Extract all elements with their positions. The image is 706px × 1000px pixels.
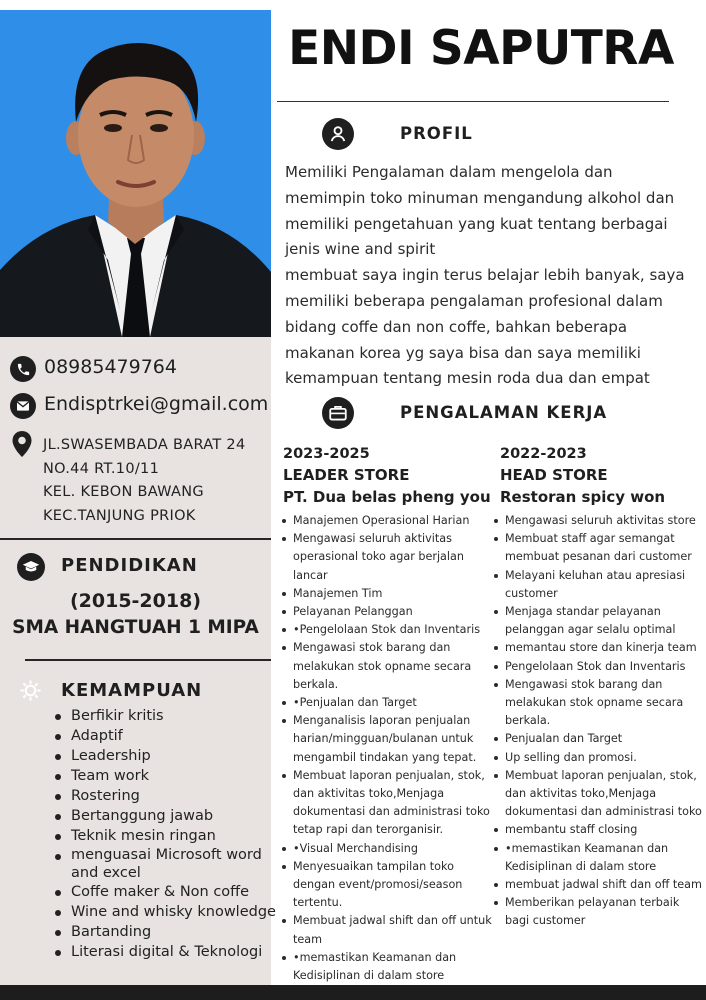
job-task-list <box>491 512 703 931</box>
job-company: Restoran spicy won <box>500 488 666 506</box>
profile-summary <box>285 160 685 392</box>
job-task: Pengelolaan Stok dan Inventaris <box>491 658 703 676</box>
job-task: •Visual Merchandising <box>279 840 493 858</box>
job-task: Membuat laporan penjualan, stok, dan aktivitas toko,Menjaga dokumentasi dan administrasi toko <box>491 767 703 822</box>
skills-list <box>52 706 276 962</box>
job-task: Mengawasi stok barang dan melakukan stok opname secara berkala. <box>279 639 493 694</box>
job-task: Membuat jadwal shift dan off untuk team <box>279 912 493 948</box>
job-task: •Pengelolaan Stok dan Inventaris <box>279 621 493 639</box>
job-task: Memberikan pelayanan terbaik bagi customer <box>491 894 703 930</box>
job-task: Melayani keluhan atau apresiasi customer <box>491 567 703 603</box>
job-task: membuat jadwal shift dan off team <box>491 876 703 894</box>
location-pin-icon <box>10 430 34 462</box>
phone-number: 08985479764 <box>44 356 177 378</box>
job-years: 2023-2025 <box>283 446 370 462</box>
home-address <box>43 434 245 528</box>
job-task: •Penjualan dan Target <box>279 694 493 712</box>
graduation-cap-icon <box>17 553 45 581</box>
job-header <box>283 444 491 508</box>
job-task: •memastikan Keamanan dan Kedisiplinan di dalam store <box>491 840 703 876</box>
education-school: SMA HANGTUAH 1 MIPA <box>12 617 259 638</box>
job-task: Manajemen Tim <box>279 585 493 603</box>
mail-icon <box>10 393 36 419</box>
skill-item: Leadership <box>52 746 276 766</box>
job-task: Manajemen Operasional Harian <box>279 512 493 530</box>
name-underline <box>277 101 669 102</box>
job-task: Menyesuaikan tampilan toko dengan event/promosi/season tertentu. <box>279 858 493 913</box>
job-task: memantau store dan kinerja team <box>491 639 703 657</box>
job-task-list <box>279 512 493 985</box>
profile-paragraph: membuat saya ingin terus belajar lebih banyak, saya memiliki beberapa pengalaman profesional dalam bidang coffe dan non coffe, bahkan beberapa makanan korea yg saya bisa dan saya memiliki kemampuan tentang mesin roda dua dan empat <box>285 266 685 388</box>
experience-title: PENGALAMAN KERJA <box>400 403 608 422</box>
email-row <box>10 393 268 419</box>
job-task: •memastikan Keamanan dan Kedisiplinan di dalam store <box>279 949 493 985</box>
job-header <box>500 444 665 508</box>
skill-item: Berfikir kritis <box>52 706 276 726</box>
skill-item: Wine and whisky knowledge <box>52 902 276 922</box>
education-title: PENDIDIKAN <box>61 555 198 576</box>
education-years: (2015-2018) <box>69 590 201 612</box>
skills-title: KEMAMPUAN <box>61 680 203 701</box>
profile-paragraph: Memiliki Pengalaman dalam mengelola dan memimpin toko minuman mengandung alkohol dan memiliki pengetahuan yang kuat tentang berbagai jenis wine and spirit <box>285 163 675 259</box>
gear-icon <box>19 679 42 706</box>
job-role: HEAD STORE <box>500 466 608 484</box>
profile-photo <box>0 10 271 337</box>
job-task: membantu staff closing <box>491 821 703 839</box>
skill-item: Bartanding <box>52 922 276 942</box>
job-task: Penjualan dan Target <box>491 730 703 748</box>
skill-item: Rostering <box>52 786 276 806</box>
person-name: ENDI SAPUTRA <box>288 21 674 76</box>
address-line: NO.44 RT.10/11 <box>43 460 160 477</box>
address-line: KEC.TANJUNG PRIOK <box>43 507 196 524</box>
job-task: Mengawasi seluruh aktivitas operasional toko agar berjalan lancar <box>279 530 493 585</box>
job-task: Mengawasi seluruh aktivitas store <box>491 512 703 530</box>
user-icon <box>322 118 354 150</box>
phone-icon <box>10 356 36 382</box>
briefcase-icon <box>322 397 354 429</box>
email-address: Endisptrkei@gmail.com <box>44 393 269 415</box>
job-task: Membuat staff agar semangat membuat pesanan dari customer <box>491 530 703 566</box>
job-company: PT. Dua belas pheng you <box>283 488 491 506</box>
address-line: JL.SWASEMBADA BARAT 24 <box>43 437 246 453</box>
skill-item: Teknik mesin ringan <box>52 826 276 846</box>
divider <box>0 538 271 540</box>
job-task: Up selling dan promosi. <box>491 749 703 767</box>
job-task: Menjaga standar pelayanan pelanggan agar selalu optimal <box>491 603 703 639</box>
skill-item: menguasai Microsoft word and excel <box>52 846 271 882</box>
skill-item: Team work <box>52 766 276 786</box>
job-task: Membuat laporan penjualan, stok, dan aktivitas toko,Menjaga dokumentasi dan administrasi toko tetap rapi dan terorganisir. <box>279 767 493 840</box>
skill-item: Adaptif <box>52 726 276 746</box>
footer-bar <box>0 985 706 1000</box>
job-task: Pelayanan Pelanggan <box>279 603 493 621</box>
skill-item: Literasi digital & Teknologi <box>52 942 276 962</box>
job-role: LEADER STORE <box>283 466 410 484</box>
portrait-illustration <box>0 10 271 337</box>
job-task: Menganalisis laporan penjualan harian/mingguan/bulanan untuk mengambil tindakan yang tepat. <box>279 712 493 767</box>
skill-item: Coffe maker & Non coffe <box>52 882 276 902</box>
profile-title: PROFIL <box>400 124 473 143</box>
address-line: KEL. KEBON BAWANG <box>43 484 204 500</box>
phone-row <box>10 356 177 382</box>
skill-item: Bertanggung jawab <box>52 806 276 826</box>
divider <box>25 659 271 661</box>
job-years: 2022-2023 <box>500 446 587 462</box>
job-task: Mengawasi stok barang dan melakukan stok opname secara berkala. <box>491 676 703 731</box>
